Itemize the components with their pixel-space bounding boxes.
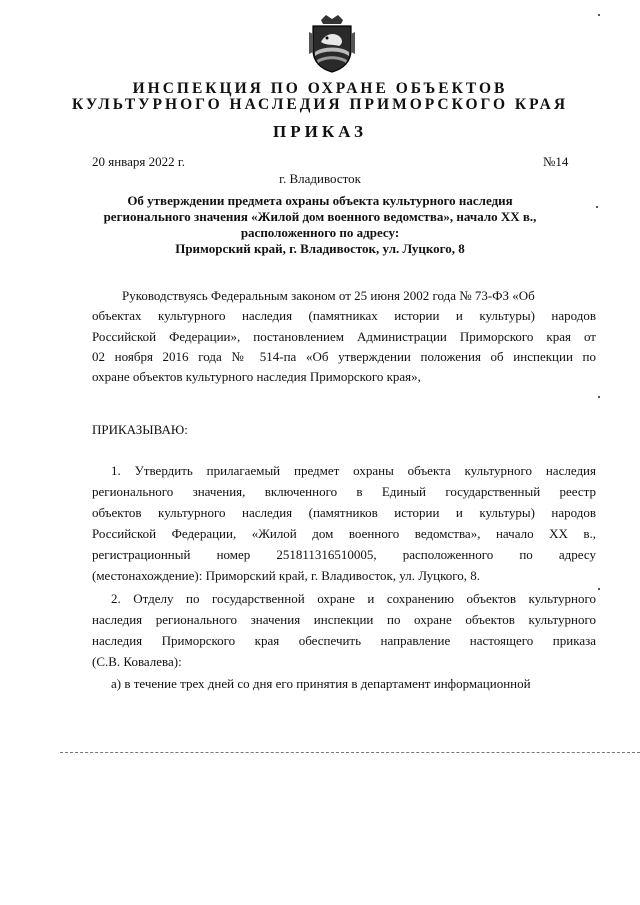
item1-line: Российской Федерации, «Жилой дом военного ведомства», начало XX в., (92, 526, 596, 541)
item2a-line: а) в течение трех дней со дня его принятия в департамент информационной (111, 676, 531, 691)
scan-speck (598, 588, 600, 590)
preamble-line: Руководствуясь Федеральным законом от 25 июня 2002 года № 73-ФЗ «Об (122, 288, 535, 303)
item2-line: наследия регионального значения инспекции по охране объектов культурного (92, 612, 596, 627)
scan-speck (596, 206, 598, 208)
scan-speck (598, 396, 600, 398)
preamble-line: объектах культурного наследия (памятниках истории и культуры) народов (92, 308, 596, 323)
organization-name-line2: КУЛЬТУРНОГО НАСЛЕДИЯ ПРИМОРСКОГО КРАЯ (71, 96, 569, 113)
scan-edge-line (60, 752, 640, 753)
subject-line: Об утверждении предмета охраны объекта культурного наследия (127, 193, 513, 208)
document-subject (90, 193, 550, 257)
organization-name-line1: ИНСПЕКЦИЯ ПО ОХРАНЕ ОБЪЕКТОВ (132, 80, 508, 97)
preamble-line: охране объектов культурного наследия Приморского края», (92, 369, 421, 384)
subject-line: расположенного по адресу: (240, 225, 400, 240)
item1-line: 1. Утвердить прилагаемый предмет охраны объекта культурного наследия (111, 463, 596, 478)
order-keyword: ПРИКАЗЫВАЮ: (92, 422, 188, 437)
item1-line: регистрационный номер 251811316510005, расположенного по адресу (92, 547, 596, 562)
item1-line: (местонахождение): Приморский край, г. Владивосток, ул. Луцкого, 8. (92, 568, 481, 583)
document-type-title: ПРИКАЗ (273, 122, 367, 141)
document-date: 20 января 2022 г. (92, 154, 186, 169)
scan-speck (598, 14, 600, 16)
item1-line: объектов культурного наследия (памятников истории и культуры) народов (92, 505, 596, 520)
preamble-line: Российской Федерации», постановлением Администрации Приморского края от (92, 329, 596, 344)
coat-of-arms-emblem (303, 12, 361, 74)
document-number: №14 (543, 154, 569, 169)
item2-line: наследия Приморского края обеспечить направление настоящего приказа (92, 633, 596, 648)
item2-line: 2. Отделу по государственной охране и сохранению объектов культурного (111, 591, 596, 606)
item2-line: (С.В. Ковалева): (92, 654, 182, 669)
item1-line: регионального значения, включенного в Единый государственный реестр (92, 484, 596, 499)
document-city: г. Владивосток (279, 171, 361, 186)
preamble-line: 02 ноября 2016 года № 514-па «Об утверждении положения об инспекции по (92, 349, 596, 364)
subject-line: Приморский край, г. Владивосток, ул. Луцкого, 8 (175, 241, 465, 256)
subject-line: регионального значения «Жилой дом военного ведомства», начало XX в., (103, 209, 537, 224)
